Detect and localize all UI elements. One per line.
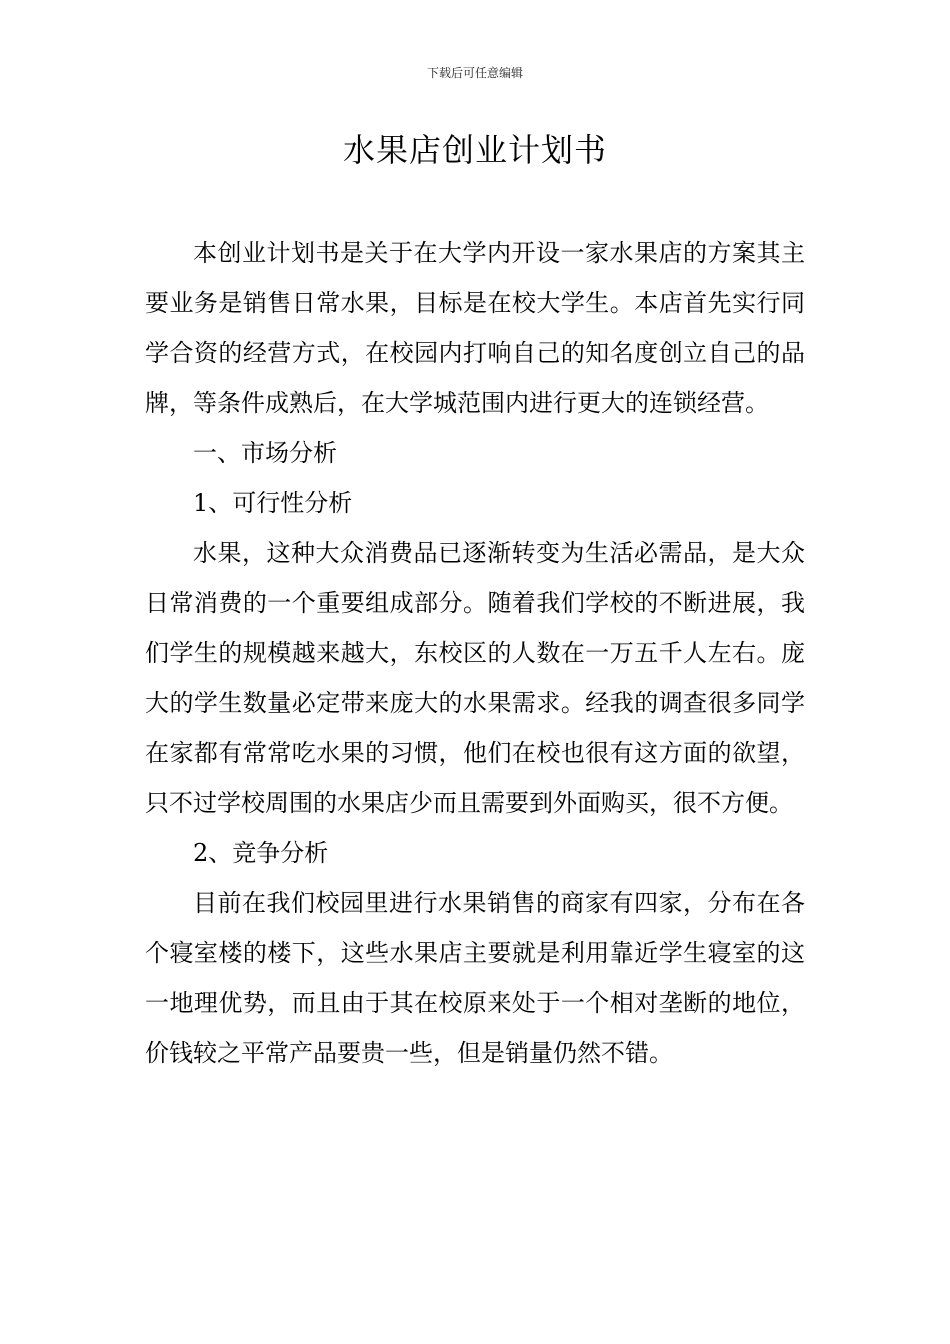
competition-paragraph: 目前在我们校园里进行水果销售的商家有四家，分布在各个寝室楼的楼下，这些水果店主要就是利用靠近学生寝室的这一地理优势，而且由于其在校原来处于一个相对垄断的地位，价钱较之平常产品要贵一些，但是销量仍然不错。 (145, 889, 805, 1067)
header-note: 下载后可任意编辑 (426, 66, 523, 80)
subsection-heading-feasibility: 1、可行性分析 (193, 489, 353, 517)
document-body (145, 228, 805, 1078)
feasibility-paragraph: 水果，这种大众消费品已逐渐转变为生活必需品，是大众日常消费的一个重要组成部分。随着我们学校的不断进展，我们学生的规模越来越大，东校区的人数在一万五千人左右。庞大的学生数量必定带来庞大的水果需求。经我的调查很多同学在家都有常常吃水果的习惯，他们在校也很有这方面的欲望，只不过学校周围的水果店少而且需要到外面购买，很不方便。 (145, 539, 805, 817)
section-heading-market-analysis: 一、市场分析 (193, 439, 337, 467)
subsection-heading-competition: 2、竞争分析 (193, 839, 329, 867)
intro-paragraph: 本创业计划书是关于在大学内开设一家水果店的方案其主要业务是销售日常水果，目标是在校大学生。本店首先实行同学合资的经营方式，在校园内打响自己的知名度创立自己的品牌，等条件成熟后，在大学城范围内进行更大的连锁经营。 (145, 239, 805, 417)
document-title: 水果店创业计划书 (342, 131, 607, 169)
